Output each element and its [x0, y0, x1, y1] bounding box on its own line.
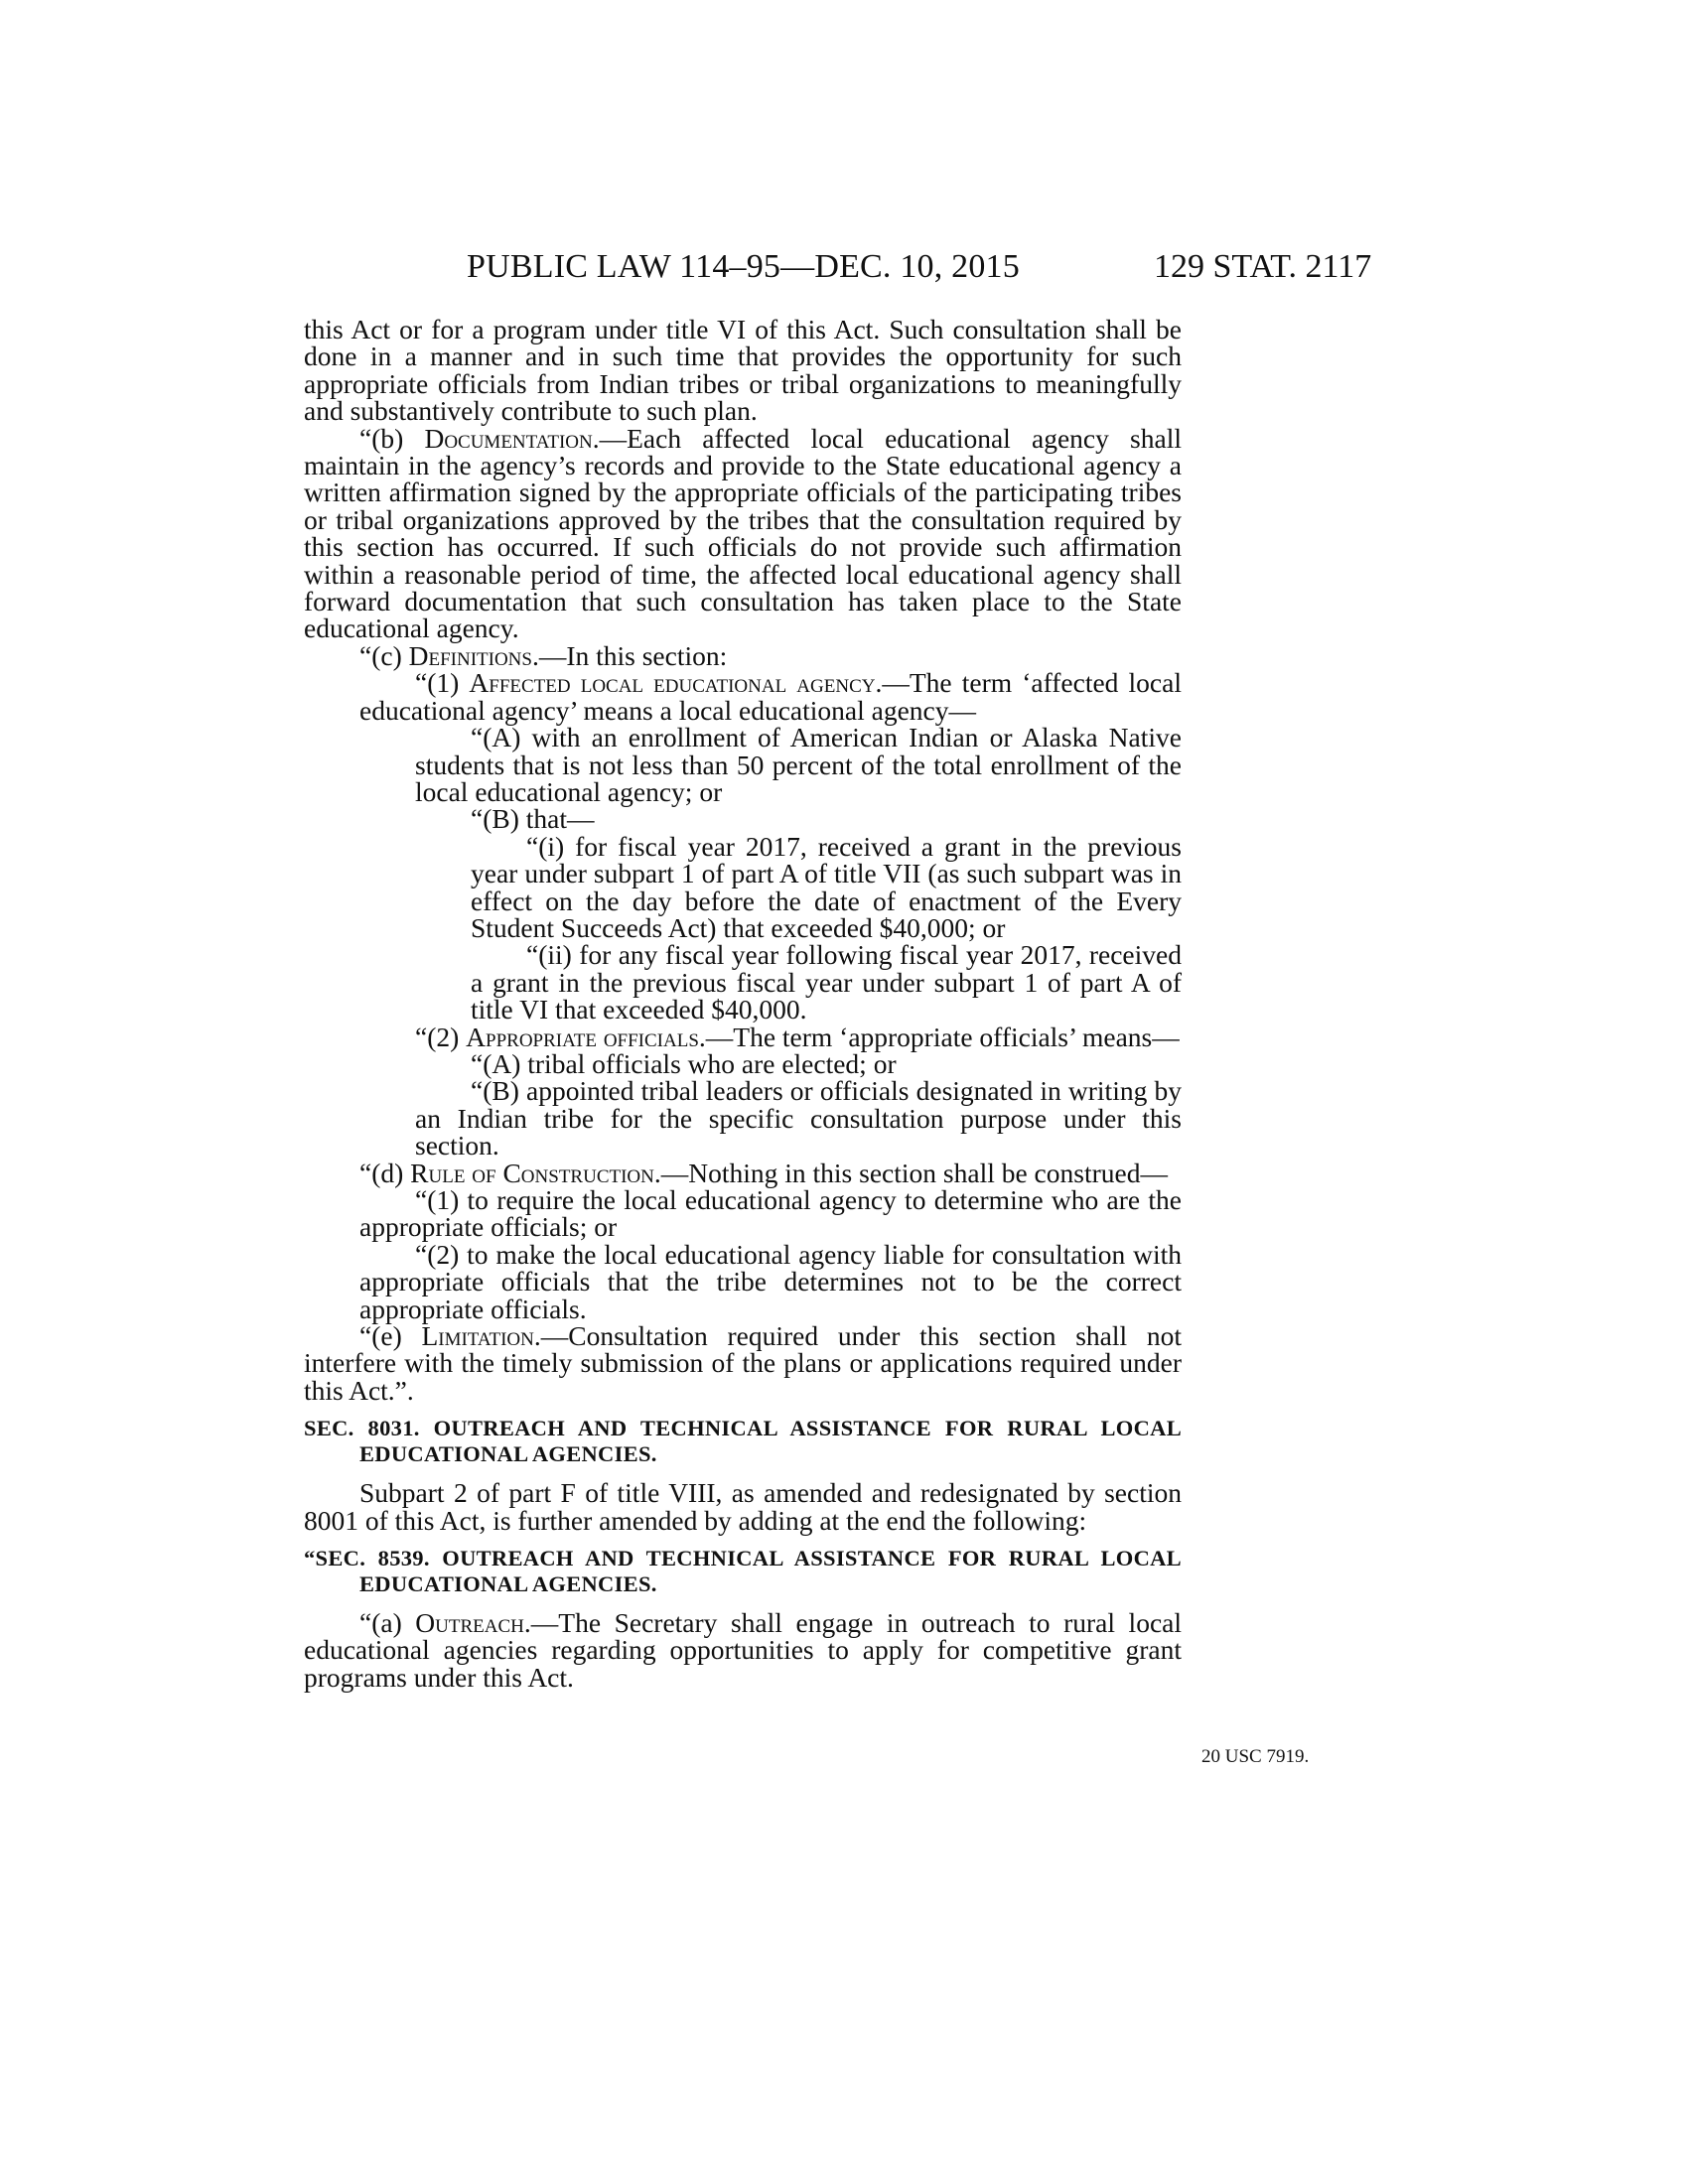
- subsection-a: [304, 1609, 1182, 1691]
- paragraph-c2-text: .—The term ‘appropriate officials’ means—: [698, 1021, 1180, 1052]
- running-head: PUBLIC LAW 114–95—DEC. 10, 2015: [467, 248, 1020, 285]
- subsection-b-heading: Documentation: [424, 422, 593, 454]
- subsection-a-label: “(a): [359, 1607, 416, 1639]
- subsection-d-text: .—Nothing in this section shall be construed—: [653, 1157, 1168, 1188]
- subsection-e-label: “(e): [359, 1320, 422, 1352]
- clause-c1b-ii: “(ii) for any fiscal year following fiscal year 2017, received a grant in the previous fiscal year under subpart 1 of part A of title VI that exceeded $40,000.: [471, 939, 1182, 1025]
- clause-c1b-i: “(i) for fiscal year 2017, received a grant in the previous year under subpart 1 of part A of title VII (as such subpart was in effect on the day before the date of enactment of the Every Student Succeeds Act) that exceeded $40,000; or: [471, 830, 1182, 943]
- subsection-b-label: “(b): [359, 422, 425, 454]
- page-number: 129 STAT. 2117: [1154, 248, 1372, 285]
- subsection-c: [304, 639, 1182, 671]
- paragraph-d2: “(2) to make the local educational agency liable for consultation with appropriate officials that the tribe determines not to be the correct appropriate officials.: [359, 1238, 1182, 1324]
- subparagraph-c1b: “(B) that—: [471, 803, 595, 835]
- subsection-c-heading: Definitions: [408, 639, 532, 671]
- paragraph-c1-text: .—The term ‘affected local educational agency’ means a local educational agency—: [359, 667, 1182, 726]
- paragraph-c2-heading: Appropriate officials: [466, 1021, 699, 1052]
- section-8031-text: Subpart 2 of part F of title VIII, as amended and redesignated by section 8001 of this Act, is further amended by adding at the end the following:: [304, 1477, 1182, 1536]
- paragraph-d1: “(1) to require the local educational agency to determine who are the appropriate officials; or: [359, 1184, 1182, 1243]
- section-8031-heading: SEC. 8031. OUTREACH AND TECHNICAL ASSISTANCE FOR RURAL LOCAL EDUCATIONAL AGENCIES.: [304, 1416, 1182, 1467]
- subsection-a-heading: Outreach: [415, 1607, 524, 1639]
- subsection-c-label: “(c): [359, 639, 409, 671]
- subparagraph-c2b: “(B) appointed tribal leaders or officials designated in writing by an Indian tribe for the specific consultation purpose under this section.: [415, 1075, 1182, 1161]
- paragraph-c1: [304, 669, 1182, 724]
- paragraph-c2-label: “(2): [415, 1021, 467, 1052]
- subsection-d-label: “(d): [359, 1157, 411, 1188]
- subparagraph-c1a: “(A) with an enrollment of American Indian or Alaska Native students that is not less than 50 percent of the total enrollment of the local educational agency; or: [415, 722, 1182, 807]
- subsection-e: [304, 1322, 1182, 1404]
- subsection-e-heading: Limitation: [421, 1320, 534, 1352]
- subsection-e-text: .—Consultation required under this section shall not interfere with the timely submission of the plans or applications required under this Act.”.: [304, 1320, 1182, 1406]
- subsection-d: [304, 1157, 1182, 1188]
- paragraph-c2: [304, 1021, 1182, 1052]
- subsection-c-text: .—In this section:: [531, 639, 728, 671]
- subparagraph-c2a: “(A) tribal officials who are elected; or: [471, 1047, 897, 1079]
- paragraph-c1-heading: Affected local educational agency: [469, 667, 876, 699]
- paragraph-continuation: this Act or for a program under title VI of this Act. Such consultation shall be done in a manner and in such time that provides the opportunity for such appropriate officials from Indian tribes or tribal organizations to meaningfully and substantively contribute to such plan.: [304, 314, 1182, 427]
- statute-text: [304, 316, 1182, 1691]
- subsection-d-heading: Rule of Construction: [410, 1157, 654, 1188]
- subsection-b-text: .—Each affected local educational agency shall maintain in the agency’s records and provide to the State educational agency a written affirmation signed by the appropriate officials of the participating tribes or tribal organizations approved by the tribes that the consultation required by this section has occurred. If such officials do not provide such affirmation within a reasonable period of time, the affected local educational agency shall forward documentation that such consultation has taken place to the State educational agency.: [304, 422, 1182, 644]
- section-8539-heading: “SEC. 8539. OUTREACH AND TECHNICAL ASSISTANCE FOR RURAL LOCAL EDUCATIONAL AGENCIES.: [304, 1546, 1182, 1597]
- paragraph-c1-label: “(1): [415, 667, 470, 699]
- margin-citation: 20 USC 7919.: [1201, 1746, 1310, 1767]
- subsection-b: [304, 422, 1182, 644]
- subsection-a-text: .—The Secretary shall engage in outreach to rural local educational agencies regarding opportunities to apply for competitive grant programs under this Act.: [304, 1607, 1182, 1693]
